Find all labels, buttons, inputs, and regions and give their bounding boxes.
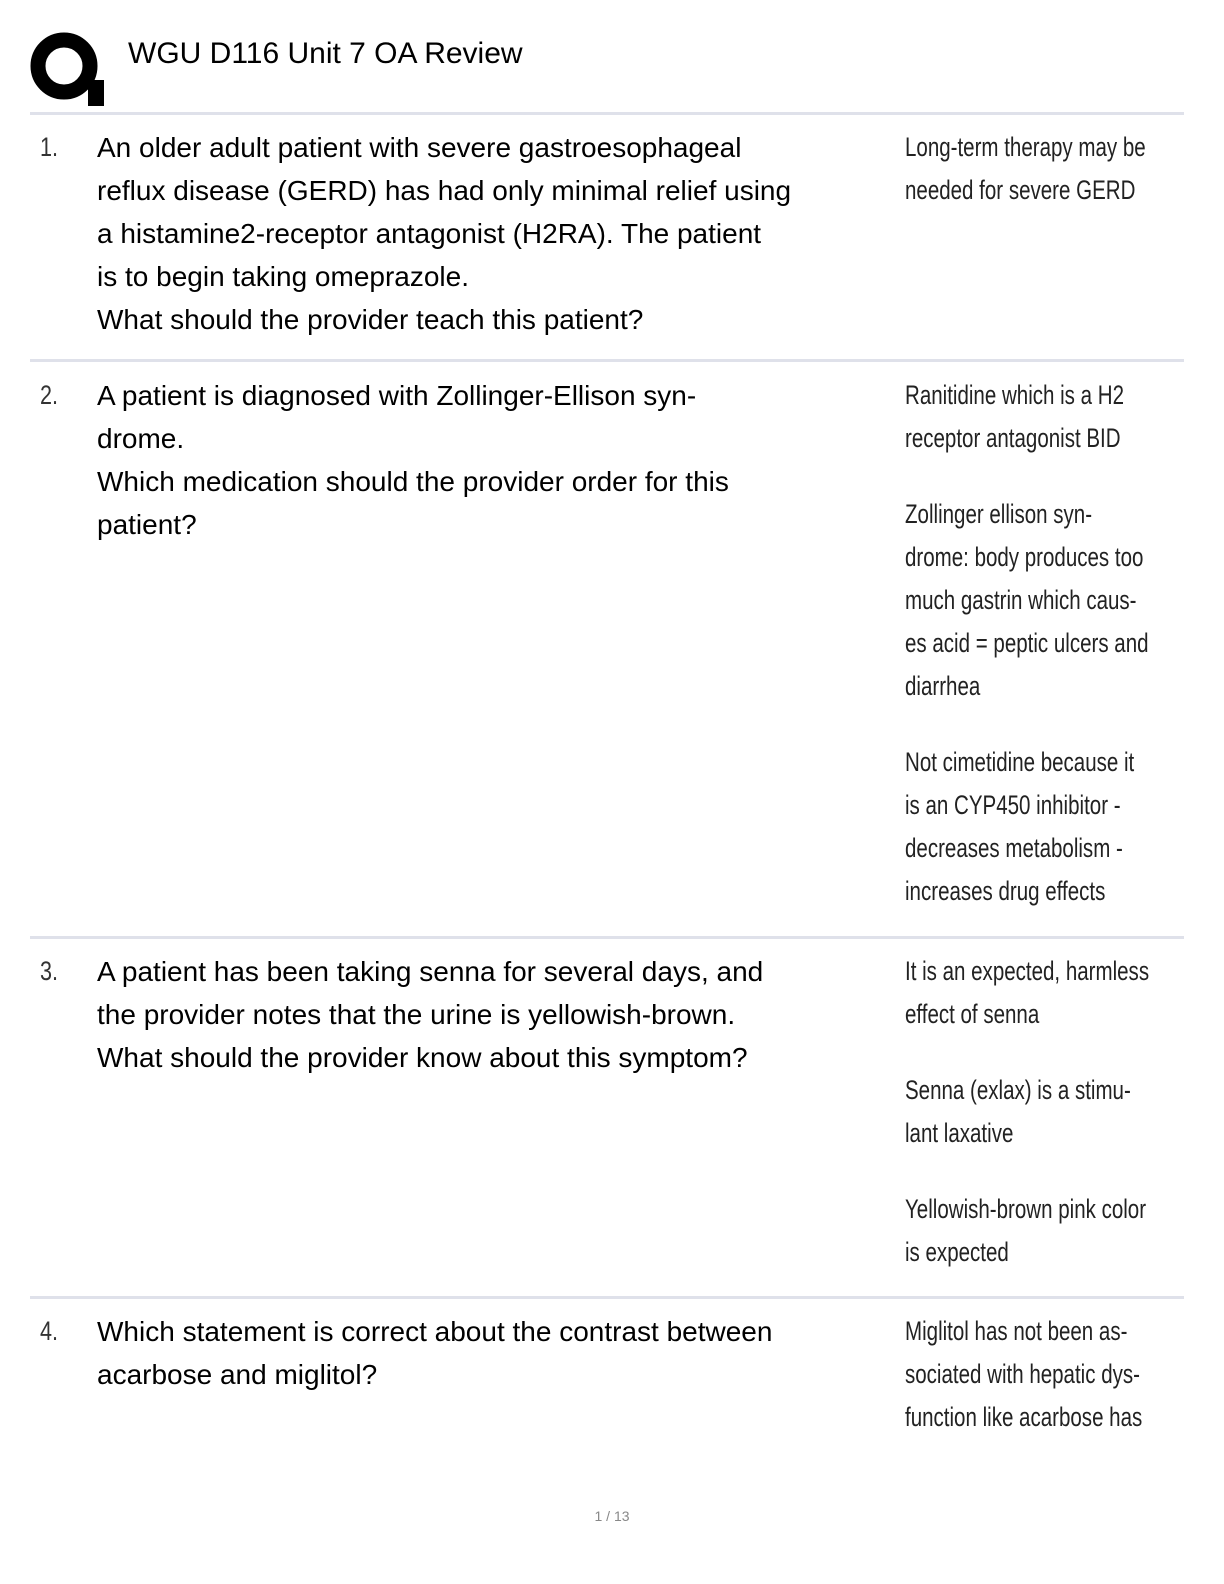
answer-line: increases drug effects <box>905 876 1106 906</box>
answer-paragraph <box>905 741 1205 913</box>
answer-line: Yellowish-brown pink color <box>905 1194 1147 1224</box>
question-line: a histamine2-receptor antagonist (H2RA). The patient <box>97 218 762 249</box>
answer-line: Not cimetidine because it <box>905 747 1135 777</box>
answer-line: needed for severe GERD <box>905 175 1136 205</box>
question-line: A patient is diagnosed with Zollinger-Ellison syn- <box>97 380 697 411</box>
answer-paragraph <box>905 1188 1205 1274</box>
answer-line: decreases metabolism - <box>905 833 1123 863</box>
question-text <box>97 950 897 1079</box>
answer-line: lant laxative <box>905 1118 1014 1148</box>
answer-paragraph <box>905 1069 1205 1155</box>
answer-line: Long-term therapy may be <box>905 132 1146 162</box>
answer-paragraph <box>905 950 1205 1036</box>
answer-line: receptor antagonist BID <box>905 423 1121 453</box>
question-line: What should the provider know about this symptom? <box>97 1042 748 1073</box>
answer-paragraph <box>905 1310 1205 1439</box>
page-title: WGU D116 Unit 7 OA Review <box>128 37 523 70</box>
answer-line: Miglitol has not been as- <box>905 1316 1128 1346</box>
answer-text <box>905 374 1205 946</box>
divider <box>30 112 1184 115</box>
question-line: acarbose and miglitol? <box>97 1359 378 1390</box>
answer-line: much gastrin which caus- <box>905 585 1137 615</box>
question-line: An older adult patient with severe gastroesophageal <box>97 132 742 163</box>
divider <box>30 936 1184 939</box>
question-line: What should the provider teach this patient? <box>97 304 644 335</box>
divider <box>30 1296 1184 1299</box>
question-line: Which medication should the provider order for this <box>97 466 729 497</box>
answer-paragraph <box>905 374 1205 460</box>
answer-line: Senna (exlax) is a stimu- <box>905 1075 1131 1105</box>
question-line: patient? <box>97 509 197 540</box>
answer-line: function like acarbose has <box>905 1402 1143 1432</box>
answer-line: effect of senna <box>905 999 1040 1029</box>
question-line: A patient has been taking senna for several days, and <box>97 956 764 987</box>
divider <box>30 359 1184 362</box>
question-text <box>97 126 897 341</box>
answer-paragraph <box>905 126 1205 212</box>
answer-line: It is an expected, harmless <box>905 956 1150 986</box>
card-number: 2. <box>40 380 59 410</box>
answer-text <box>905 126 1205 245</box>
question-line: reflux disease (GERD) has had only minimal relief using <box>97 175 792 206</box>
answer-line: is expected <box>905 1237 1009 1267</box>
question-line: the provider notes that the urine is yellowish-brown. <box>97 999 736 1030</box>
answer-line: sociated with hepatic dys- <box>905 1359 1140 1389</box>
question-line: is to begin taking omeprazole. <box>97 261 469 292</box>
answer-line: Ranitidine which is a H2 <box>905 380 1124 410</box>
answer-line: drome: body produces too <box>905 542 1144 572</box>
card-number: 4. <box>40 1316 59 1346</box>
question-text <box>97 1310 897 1396</box>
card-number: 3. <box>40 956 59 986</box>
quizlet-logo-icon <box>30 32 106 106</box>
answer-line: diarrhea <box>905 671 981 701</box>
question-text <box>97 374 897 546</box>
answer-text <box>905 1310 1205 1472</box>
answer-paragraph <box>905 493 1205 708</box>
card-number: 1. <box>40 132 59 162</box>
answer-line: is an CYP450 inhibitor - <box>905 790 1121 820</box>
answer-line: es acid = peptic ulcers and <box>905 628 1149 658</box>
answer-line: Zollinger ellison syn- <box>905 499 1093 529</box>
question-line: Which statement is correct about the contrast between <box>97 1316 773 1347</box>
page-number: 1 / 13 <box>594 1508 630 1524</box>
answer-text <box>905 950 1205 1307</box>
question-line: drome. <box>97 423 185 454</box>
